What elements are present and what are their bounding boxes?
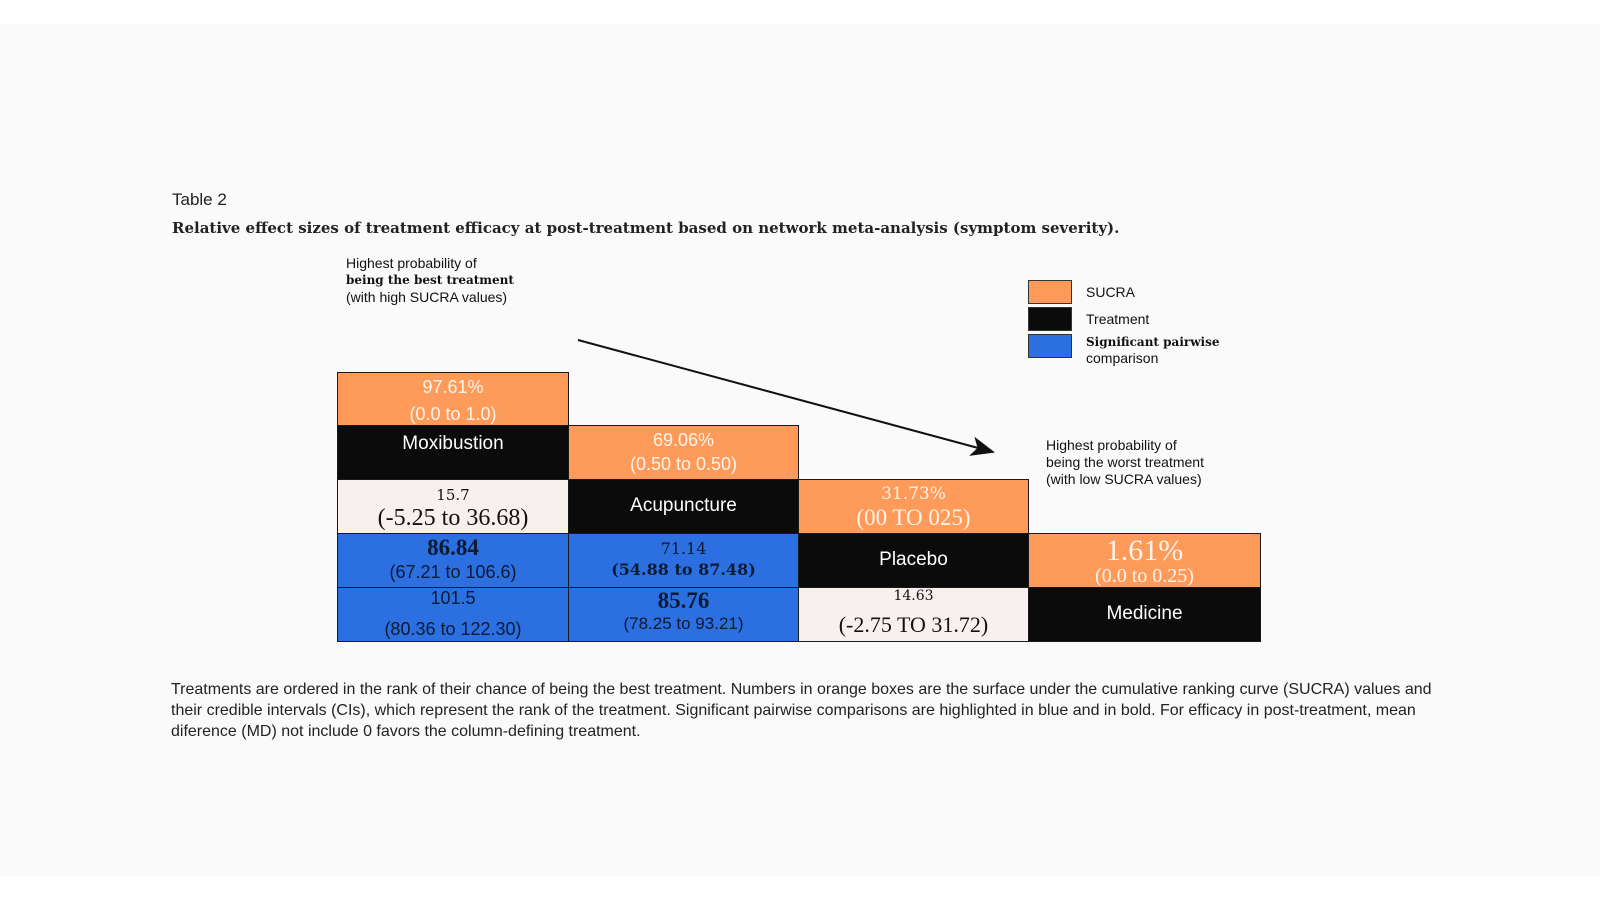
md-ci: (-5.25 to 36.68) <box>377 505 529 531</box>
legend-item-sucra <box>1028 280 1288 306</box>
md-ci: (54.88 to 87.48) <box>611 560 756 579</box>
sucra-value: 1.61% <box>1105 534 1184 567</box>
treatment-name: Medicine <box>1106 603 1183 624</box>
sucra-cell-medicine <box>1028 533 1261 588</box>
md-value: 101.5 <box>430 588 476 608</box>
table-label: Table 2 <box>172 190 227 209</box>
sucra-ci: (0.0 to 1.0) <box>409 404 497 424</box>
md-value: 71.14 <box>660 539 707 558</box>
treatment-cell-medicine <box>1028 587 1261 642</box>
best-note-line2: being the best treatment <box>346 273 514 287</box>
legend-swatch-sucra <box>1028 280 1072 304</box>
comparison-cell-medicine-vs-placebo <box>798 587 1029 642</box>
sucra-cell-acupuncture <box>568 425 799 480</box>
worst-note-line2: being the worst treatment <box>1046 454 1204 470</box>
comparison-cell-medicine-vs-moxibustion <box>337 587 569 642</box>
sucra-ci: (0.0 to 0.25) <box>1095 565 1194 587</box>
comparison-cell-acupuncture-vs-moxibustion <box>337 479 569 534</box>
sucra-cell-placebo <box>798 479 1029 534</box>
md-ci: (80.36 to 122.30) <box>384 619 522 639</box>
treatment-cell-placebo <box>798 533 1029 588</box>
worst-treatment-note <box>1046 437 1204 488</box>
table-footnote: Treatments are ordered in the rank of their chance of being the best treatment. Numbers in orange boxes are the surface under the cumulative ranking curve (SUCRA) values and their credible intervals (CIs), which represent the rank of the treatment. Significant pairwise comparisons are highlighted in blue and in bold. For efficacy in post-treatment, mean diference (MD) not include 0 favors the column-defining treatment. <box>171 681 1432 740</box>
md-value: 15.7 <box>436 486 470 504</box>
table-title: Relative effect sizes of treatment efficacy at post-treatment based on network meta-analysis (symptom severity). <box>172 219 1120 237</box>
treatment-name: Moxibustion <box>402 433 504 454</box>
treatment-name: Acupuncture <box>630 495 737 516</box>
legend-label-significant <box>1086 333 1219 366</box>
treatment-cell-moxibustion <box>337 425 569 480</box>
md-value: 14.63 <box>893 588 934 604</box>
md-value: 85.76 <box>657 588 710 613</box>
legend-label-treatment: Treatment <box>1086 311 1150 327</box>
md-ci: (-2.75 TO 31.72) <box>838 612 989 637</box>
legend-item-treatment <box>1028 307 1288 333</box>
md-value: 86.84 <box>427 535 479 560</box>
sucra-ci: (0.50 to 0.50) <box>629 454 738 474</box>
treatment-cell-acupuncture <box>568 479 799 534</box>
sucra-value: 97.61% <box>422 377 484 397</box>
comparison-cell-medicine-vs-acupuncture <box>568 587 799 642</box>
sucra-ci: (00 TO 025) <box>856 505 971 530</box>
md-ci: (78.25 to 93.21) <box>623 614 744 633</box>
legend-swatch-treatment <box>1028 307 1072 331</box>
legend-label-significant-line2: comparison <box>1086 350 1159 366</box>
worst-note-line3: (with low SUCRA values) <box>1046 471 1202 487</box>
sucra-value: 31.73% <box>881 484 946 504</box>
md-ci: (67.21 to 106.6) <box>389 562 517 582</box>
comparison-cell-placebo-vs-moxibustion <box>337 533 569 588</box>
best-note-line3: (with high SUCRA values) <box>346 289 508 305</box>
sucra-cell-moxibustion <box>337 372 569 427</box>
best-note-line1: Highest probability of <box>346 255 477 271</box>
comparison-cell-placebo-vs-acupuncture <box>568 533 799 588</box>
legend-label-sucra: SUCRA <box>1086 284 1136 300</box>
legend-swatch-significant <box>1028 334 1072 358</box>
worst-note-line1: Highest probability of <box>1046 437 1177 453</box>
legend-item-significant <box>1028 334 1288 368</box>
sucra-value: 69.06% <box>652 430 715 450</box>
treatment-name: Placebo <box>879 549 948 570</box>
legend-label-significant-line1: Significant pairwise <box>1086 335 1220 349</box>
